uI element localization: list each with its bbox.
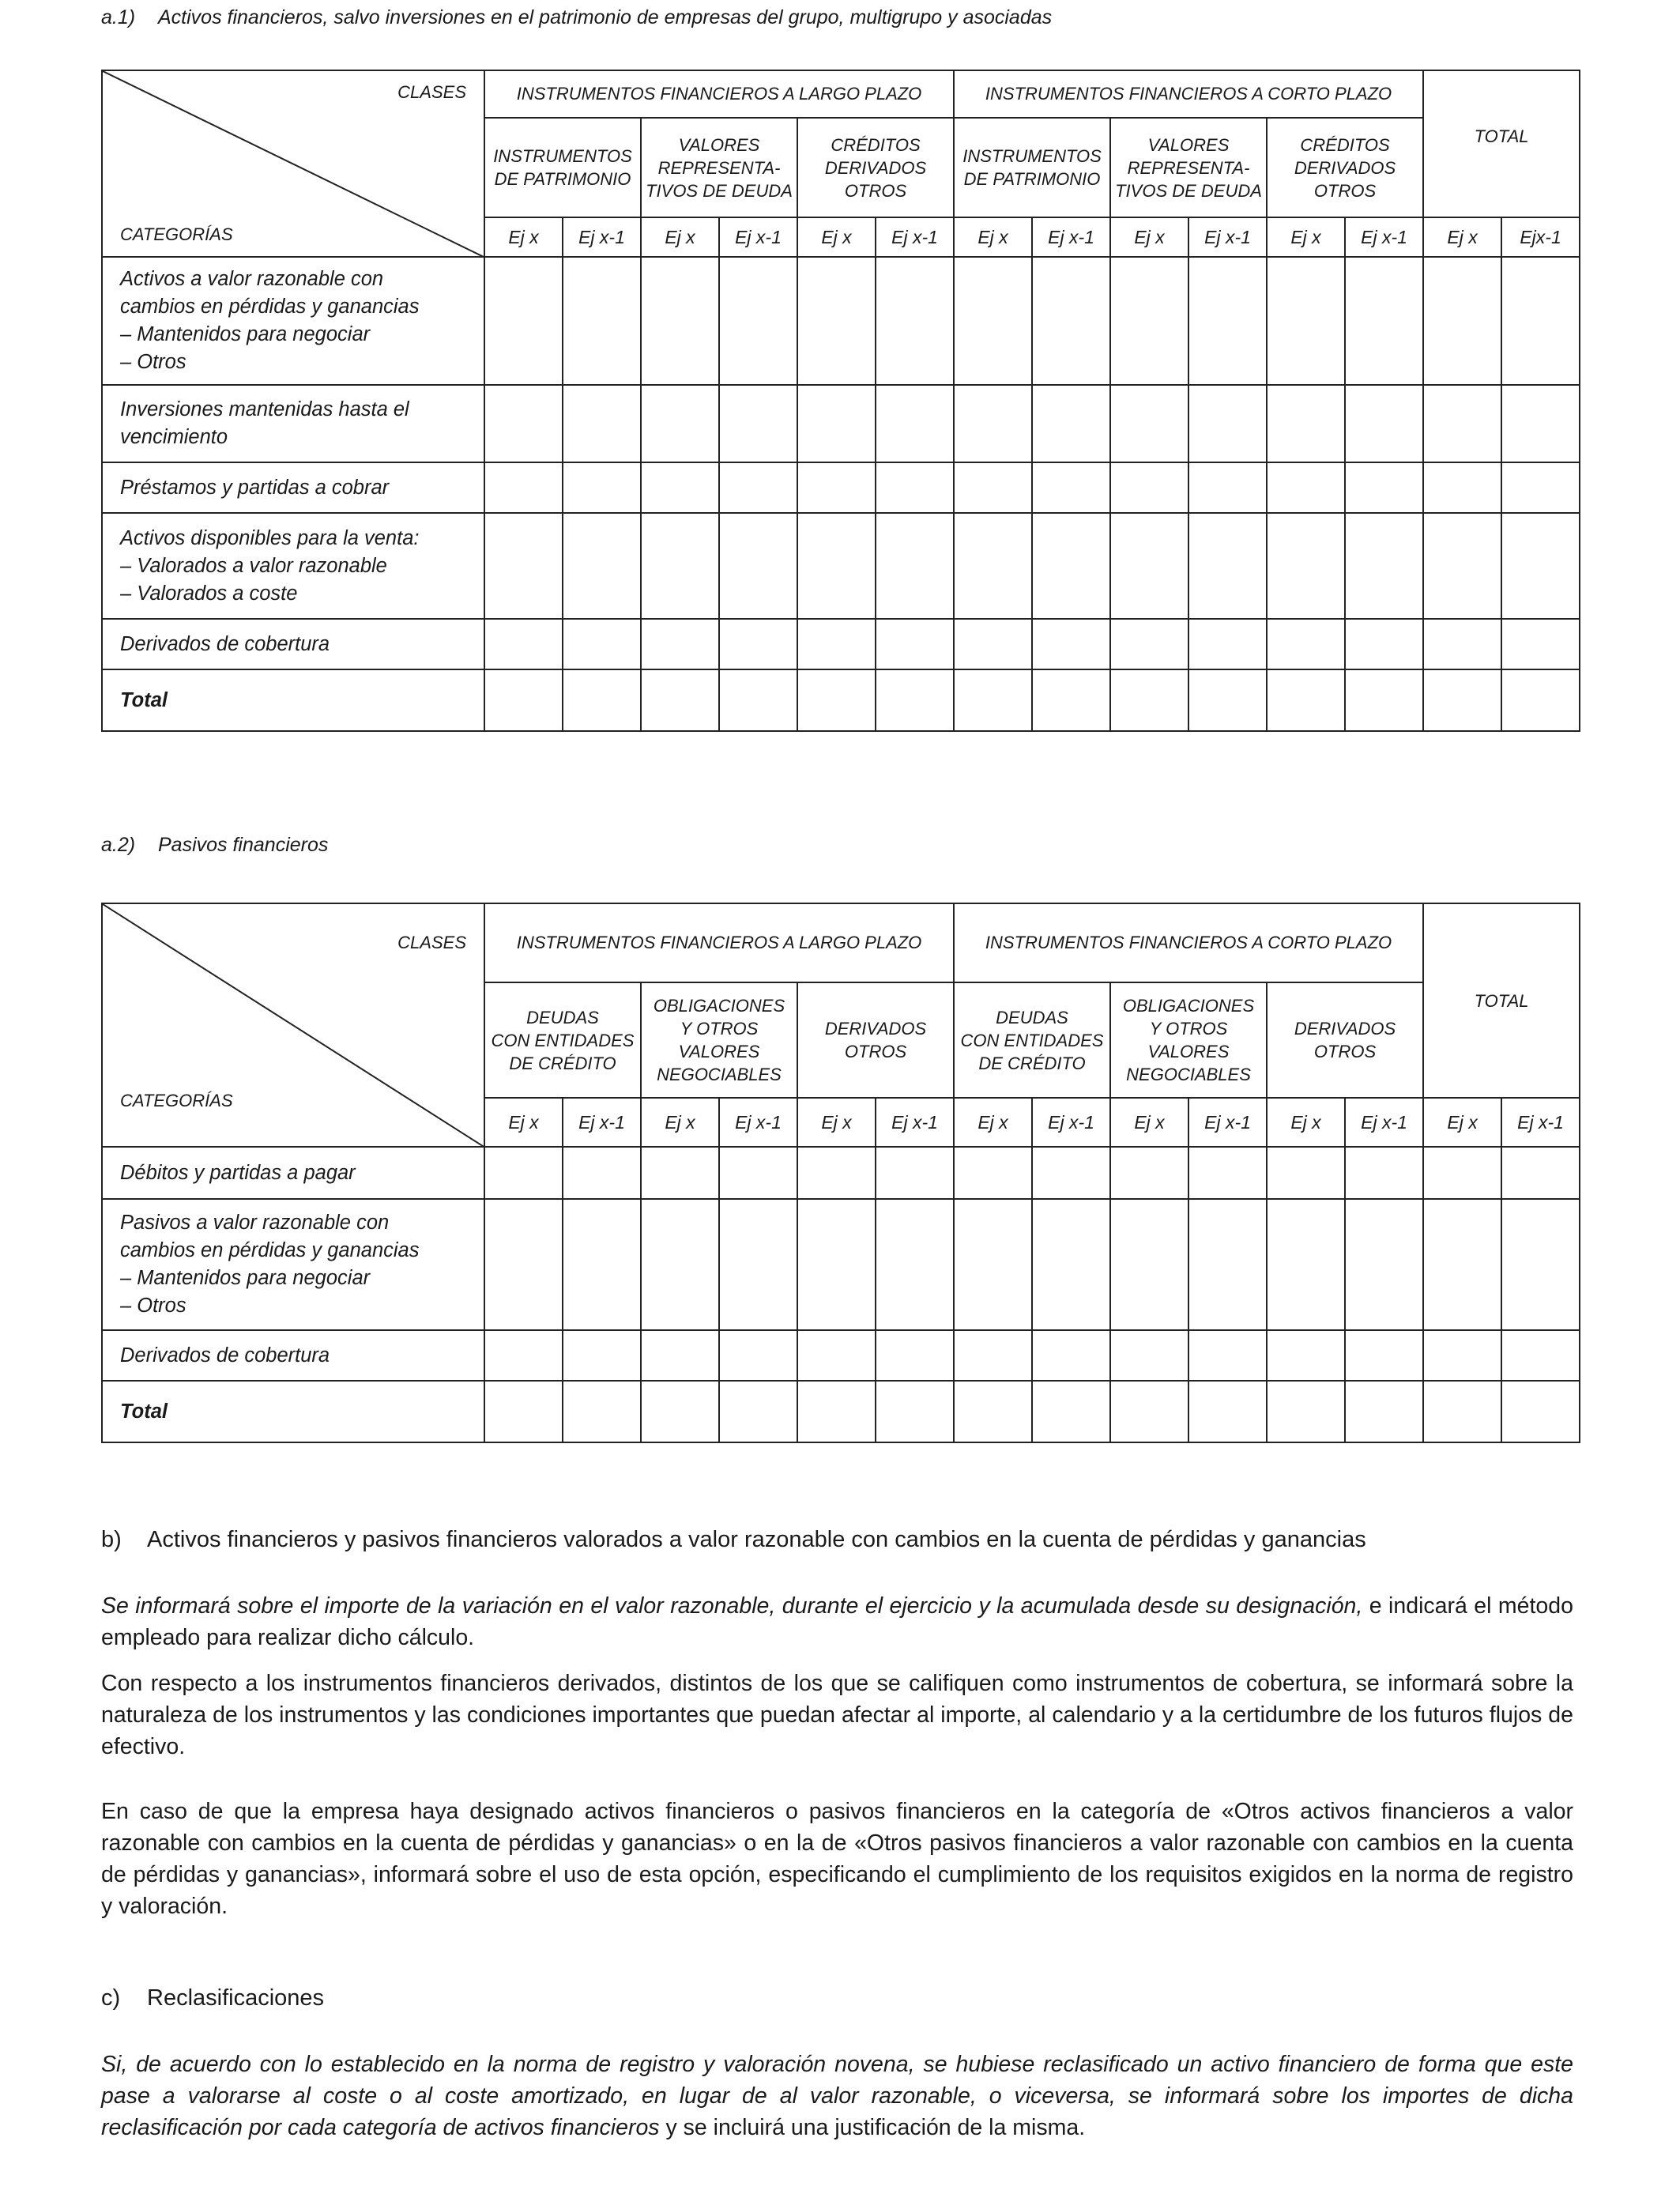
value-cell[interactable] — [1423, 1330, 1501, 1381]
value-cell[interactable] — [954, 1330, 1032, 1381]
exercise-header: Ej x — [797, 217, 876, 257]
value-cell[interactable] — [1345, 385, 1423, 462]
column-class-header-line: VALORES — [1147, 1042, 1230, 1061]
value-cell[interactable] — [797, 1330, 876, 1381]
column-class-header-line: VALORES — [1147, 134, 1230, 155]
group-short-term: INSTRUMENTOS FINANCIEROS A CORTO PLAZO — [954, 70, 1423, 118]
value-cell[interactable] — [1267, 462, 1345, 513]
total-value-cell[interactable] — [1267, 1381, 1345, 1442]
total-value-cell[interactable] — [1501, 1381, 1580, 1442]
column-class-header — [1110, 982, 1267, 1098]
total-value-cell[interactable] — [1423, 669, 1501, 731]
value-cell[interactable] — [1110, 1330, 1188, 1381]
value-cell[interactable] — [1423, 257, 1501, 385]
column-class-header-line: DE CRÉDITO — [978, 1053, 1086, 1073]
value-cell[interactable] — [1110, 462, 1188, 513]
exercise-header: Ej x-1 — [876, 217, 954, 257]
column-class-header-line: CON ENTIDADES — [960, 1030, 1104, 1050]
total-value-cell[interactable] — [1110, 669, 1188, 731]
group-long-term: INSTRUMENTOS FINANCIEROS A LARGO PLAZO — [484, 903, 954, 982]
value-cell[interactable] — [641, 619, 719, 669]
total-value-cell[interactable] — [876, 669, 954, 731]
table-row-total — [102, 669, 1580, 731]
section-c-p1-italic: Si, de acuerdo con lo establecido en la norma de registro y valoración novena, se hubiese reclasificado un activo financiero de forma que este pase a valorarse al coste o al coste amortizado, en lugar de al valor razonable, o viceversa, se informará sobre los importes de dicha reclasificación por cada categoría de activos financieros — [101, 2052, 1573, 2140]
caption-a2 — [101, 834, 328, 857]
value-cell[interactable] — [719, 257, 797, 385]
row-category-label — [102, 1330, 484, 1381]
value-cell[interactable] — [1423, 513, 1501, 619]
value-cell[interactable] — [1501, 462, 1580, 513]
value-cell[interactable] — [876, 385, 954, 462]
value-cell[interactable] — [1501, 1147, 1580, 1199]
value-cell[interactable] — [797, 1147, 876, 1199]
total-value-cell[interactable] — [641, 669, 719, 731]
column-class-header-line: DE CRÉDITO — [509, 1053, 616, 1073]
value-cell[interactable] — [1501, 1199, 1580, 1330]
column-class-header-line: DERIVADOS — [1294, 1019, 1396, 1039]
value-cell[interactable] — [1423, 1199, 1501, 1330]
value-cell[interactable] — [797, 513, 876, 619]
value-cell[interactable] — [1345, 619, 1423, 669]
exercise-header: Ej x-1 — [1032, 1098, 1110, 1147]
row-category-label — [102, 513, 484, 619]
value-cell[interactable] — [641, 1330, 719, 1381]
value-cell[interactable] — [719, 385, 797, 462]
value-cell[interactable] — [1267, 513, 1345, 619]
value-cell[interactable] — [1423, 462, 1501, 513]
value-cell[interactable] — [1032, 619, 1110, 669]
column-class-header-line: DERIVADOS — [1294, 157, 1396, 178]
value-cell[interactable] — [563, 1199, 641, 1330]
column-class-header — [797, 118, 954, 217]
total-value-cell[interactable] — [641, 1381, 719, 1442]
row-category-line: Préstamos y partidas a cobrar — [120, 476, 390, 499]
row-category-label — [102, 1147, 484, 1199]
row-category-line: Derivados de cobertura — [120, 1344, 330, 1367]
table-row — [102, 619, 1580, 669]
section-b-paragraph-1 — [101, 1590, 1573, 1653]
total-value-cell[interactable] — [1188, 1381, 1267, 1442]
total-value-cell[interactable] — [1423, 1381, 1501, 1442]
value-cell[interactable] — [641, 385, 719, 462]
categorias-label: CATEGORÍAS — [120, 1091, 233, 1110]
column-class-header-line: TIVOS DE DEUDA — [1115, 180, 1262, 201]
caption-a1-text: Activos financieros, salvo inversiones en el patrimonio de empresas del grupo, multigrupo y asociadas — [158, 6, 1053, 28]
financial-liabilities-table — [101, 903, 1580, 1443]
total-value-cell[interactable] — [563, 669, 641, 731]
total-value-cell[interactable] — [719, 1381, 797, 1442]
row-category-label — [102, 257, 484, 385]
table-row — [102, 1199, 1580, 1330]
column-class-header — [484, 982, 641, 1098]
value-cell[interactable] — [1032, 1330, 1110, 1381]
value-cell[interactable] — [563, 462, 641, 513]
value-cell[interactable] — [1110, 619, 1188, 669]
value-cell[interactable] — [563, 619, 641, 669]
value-cell[interactable] — [1267, 385, 1345, 462]
caption-a1-number: a.1) — [101, 6, 136, 28]
exercise-header: Ej x-1 — [1032, 217, 1110, 257]
column-class-header-line: DE PATRIMONIO — [963, 169, 1101, 189]
column-class-header-line: VALORES — [678, 1042, 760, 1061]
exercise-header: Ej x — [1110, 217, 1188, 257]
value-cell[interactable] — [1345, 1199, 1423, 1330]
row-category-line: Débitos y partidas a pagar — [120, 1161, 356, 1184]
value-cell[interactable] — [563, 257, 641, 385]
value-cell[interactable] — [954, 257, 1032, 385]
section-c-p1-rest: y se incluirá una justificación de la misma. — [659, 2115, 1086, 2140]
total-value-cell[interactable] — [876, 1381, 954, 1442]
value-cell[interactable] — [641, 1147, 719, 1199]
value-cell[interactable] — [1345, 1147, 1423, 1199]
value-cell[interactable] — [641, 257, 719, 385]
value-cell[interactable] — [1188, 1147, 1267, 1199]
column-class-header-line: VALORES — [678, 134, 760, 155]
value-cell[interactable] — [1188, 619, 1267, 669]
value-cell[interactable] — [1423, 1147, 1501, 1199]
value-cell[interactable] — [1267, 1330, 1345, 1381]
value-cell[interactable] — [719, 462, 797, 513]
exercise-header: Ej x — [797, 1098, 876, 1147]
value-cell[interactable] — [1345, 513, 1423, 619]
value-cell[interactable] — [484, 1330, 563, 1381]
group-short-term: INSTRUMENTOS FINANCIEROS A CORTO PLAZO — [954, 903, 1423, 982]
row-category-label — [102, 462, 484, 513]
value-cell[interactable] — [1188, 1330, 1267, 1381]
column-class-header-line: DERIVADOS — [824, 1019, 927, 1039]
section-c-paragraph-1 — [101, 2049, 1573, 2143]
total-value-cell[interactable] — [1110, 1381, 1188, 1442]
value-cell[interactable] — [641, 1199, 719, 1330]
row-category-line: – Valorados a coste — [120, 582, 298, 605]
exercise-header: Ej x-1 — [719, 217, 797, 257]
total-value-cell[interactable] — [1032, 1381, 1110, 1442]
clases-label: CLASES — [397, 82, 466, 102]
exercise-header: Ej x-1 — [563, 217, 641, 257]
table-row-total — [102, 1381, 1580, 1442]
exercise-header: Ej x — [484, 1098, 563, 1147]
total-header: TOTAL — [1423, 903, 1580, 1098]
categorias-label: CATEGORÍAS — [120, 224, 233, 244]
value-cell[interactable] — [1501, 513, 1580, 619]
total-header: TOTAL — [1423, 70, 1580, 217]
value-cell[interactable] — [954, 1199, 1032, 1330]
section-c-number: c) — [101, 1985, 121, 2011]
exercise-header: Ej x-1 — [876, 1098, 954, 1147]
value-cell[interactable] — [876, 619, 954, 669]
column-class-header-line: CRÉDITOS — [1300, 134, 1390, 155]
value-cell[interactable] — [1032, 1199, 1110, 1330]
value-cell[interactable] — [954, 513, 1032, 619]
total-row-label — [102, 669, 484, 731]
value-cell[interactable] — [954, 1147, 1032, 1199]
section-b-p1-rest: e indicará el método empleado para realizar dicho cálculo. — [101, 1593, 1573, 1650]
group-long-term: INSTRUMENTOS FINANCIEROS A LARGO PLAZO — [484, 70, 954, 118]
row-category-line: Inversiones mantenidas hasta el — [120, 398, 409, 420]
row-category-line: cambios en pérdidas y ganancias — [120, 1239, 420, 1261]
exercise-header: Ej x — [954, 1098, 1032, 1147]
value-cell[interactable] — [954, 385, 1032, 462]
value-cell[interactable] — [1032, 513, 1110, 619]
section-b-paragraph-3: En caso de que la empresa haya designado activos financieros o pasivos financieros en la categoría de «Otros activos financieros a valor razonable con cambios en la cuenta de pérdidas y ganancias» o en la de «Otros pasivos financieros a valor razonable con cambios en la cuenta de pérdidas y ganancias», informará sobre el uso de esta opción, especificando el cumplimiento de los requisitos exigidos en la norma de registro y valoración. — [101, 1799, 1573, 1919]
value-cell[interactable] — [1345, 257, 1423, 385]
column-class-header-line: Y OTROS — [680, 1019, 759, 1039]
total-row-text: Total — [120, 1400, 168, 1423]
value-cell[interactable] — [1110, 513, 1188, 619]
value-cell[interactable] — [1110, 385, 1188, 462]
value-cell[interactable] — [1345, 462, 1423, 513]
value-cell[interactable] — [876, 1199, 954, 1330]
table-row — [102, 513, 1580, 619]
financial-assets-table — [101, 70, 1580, 732]
exercise-header: Ej x — [1110, 1098, 1188, 1147]
value-cell[interactable] — [484, 513, 563, 619]
value-cell[interactable] — [876, 1147, 954, 1199]
row-category-label — [102, 1199, 484, 1330]
value-cell[interactable] — [484, 619, 563, 669]
exercise-header: Ej x — [484, 217, 563, 257]
value-cell[interactable] — [641, 462, 719, 513]
column-class-header-line: OTROS — [1313, 1042, 1377, 1061]
section-b-heading — [101, 1527, 1366, 1553]
value-cell[interactable] — [719, 619, 797, 669]
exercise-header: Ej x-1 — [563, 1098, 641, 1147]
value-cell[interactable] — [876, 1330, 954, 1381]
exercise-header: Ej x-1 — [1188, 1098, 1267, 1147]
value-cell[interactable] — [1032, 257, 1110, 385]
value-cell[interactable] — [563, 513, 641, 619]
exercise-header: Ej x — [1267, 1098, 1345, 1147]
total-value-cell[interactable] — [954, 1381, 1032, 1442]
caption-a2-number: a.2) — [101, 834, 136, 856]
exercise-header: Ej x — [641, 1098, 719, 1147]
total-value-cell[interactable] — [1501, 669, 1580, 731]
value-cell[interactable] — [797, 462, 876, 513]
row-category-line: Pasivos a valor razonable con — [120, 1212, 390, 1234]
value-cell[interactable] — [1267, 1147, 1345, 1199]
total-row-label — [102, 1381, 484, 1442]
value-cell[interactable] — [1345, 1330, 1423, 1381]
value-cell[interactable] — [1188, 257, 1267, 385]
value-cell[interactable] — [954, 462, 1032, 513]
exercise-header: Ej x — [954, 217, 1032, 257]
column-class-header-line: NEGOCIABLES — [1126, 1065, 1251, 1084]
value-cell[interactable] — [1501, 619, 1580, 669]
table-row — [102, 1330, 1580, 1381]
table-row — [102, 385, 1580, 462]
value-cell[interactable] — [484, 385, 563, 462]
column-class-header-line: DERIVADOS — [824, 157, 927, 178]
total-value-cell[interactable] — [563, 1381, 641, 1442]
value-cell[interactable] — [1032, 385, 1110, 462]
exercise-header: Ejx-1 — [1501, 217, 1580, 257]
value-cell[interactable] — [1267, 1199, 1345, 1330]
exercise-header: Ej x — [1423, 1098, 1501, 1147]
table-corner-header — [102, 70, 484, 257]
value-cell[interactable] — [719, 1330, 797, 1381]
total-value-cell[interactable] — [1032, 669, 1110, 731]
value-cell[interactable] — [484, 257, 563, 385]
column-class-header — [1267, 982, 1423, 1098]
value-cell[interactable] — [1188, 385, 1267, 462]
value-cell[interactable] — [1188, 462, 1267, 513]
total-value-cell[interactable] — [1345, 1381, 1423, 1442]
value-cell[interactable] — [484, 462, 563, 513]
total-value-cell[interactable] — [484, 1381, 563, 1442]
row-category-line: – Mantenidos para negociar — [120, 323, 371, 345]
row-category-label — [102, 385, 484, 462]
total-value-cell[interactable] — [797, 669, 876, 731]
exercise-header: Ej x-1 — [1345, 217, 1423, 257]
caption-a1 — [101, 6, 1052, 29]
table-corner-header — [102, 903, 484, 1147]
value-cell[interactable] — [1501, 1330, 1580, 1381]
total-value-cell[interactable] — [1188, 669, 1267, 731]
total-value-cell[interactable] — [484, 669, 563, 731]
table-row — [102, 462, 1580, 513]
value-cell[interactable] — [1267, 257, 1345, 385]
column-class-header-line: TIVOS DE DEUDA — [646, 180, 793, 201]
row-category-line: – Mantenidos para negociar — [120, 1267, 371, 1289]
value-cell[interactable] — [876, 257, 954, 385]
value-cell[interactable] — [1110, 1199, 1188, 1330]
column-class-header — [641, 118, 797, 217]
section-c-title: Reclasificaciones — [147, 1985, 325, 2011]
value-cell[interactable] — [484, 1147, 563, 1199]
column-class-header-line: CON ENTIDADES — [491, 1030, 635, 1050]
value-cell[interactable] — [1501, 385, 1580, 462]
value-cell[interactable] — [641, 513, 719, 619]
total-value-cell[interactable] — [797, 1381, 876, 1442]
value-cell[interactable] — [1188, 513, 1267, 619]
total-row-text: Total — [120, 688, 168, 711]
column-class-header-line: NEGOCIABLES — [657, 1065, 782, 1084]
column-class-header — [484, 118, 641, 217]
value-cell[interactable] — [797, 257, 876, 385]
value-cell[interactable] — [954, 619, 1032, 669]
row-category-label — [102, 619, 484, 669]
column-class-header — [797, 982, 954, 1098]
column-class-header-line: DE PATRIMONIO — [494, 169, 631, 189]
column-class-header-line: OBLIGACIONES — [1122, 996, 1255, 1016]
value-cell[interactable] — [797, 385, 876, 462]
value-cell[interactable] — [563, 1147, 641, 1199]
value-cell[interactable] — [719, 513, 797, 619]
value-cell[interactable] — [1423, 619, 1501, 669]
value-cell[interactable] — [563, 1330, 641, 1381]
clases-label: CLASES — [397, 933, 466, 952]
value-cell[interactable] — [1032, 462, 1110, 513]
value-cell[interactable] — [1267, 619, 1345, 669]
column-class-header-line: DEUDAS — [526, 1007, 599, 1027]
column-class-header-line: REPRESENTA- — [657, 157, 781, 178]
value-cell[interactable] — [484, 1199, 563, 1330]
exercise-header: Ej x-1 — [719, 1098, 797, 1147]
column-class-header — [1110, 118, 1267, 217]
row-category-line: cambios en pérdidas y ganancias — [120, 296, 420, 318]
value-cell[interactable] — [719, 1199, 797, 1330]
exercise-header: Ej x-1 — [1501, 1098, 1580, 1147]
column-class-header — [1267, 118, 1423, 217]
value-cell[interactable] — [876, 513, 954, 619]
table-row — [102, 1147, 1580, 1199]
row-category-line: Derivados de cobertura — [120, 632, 330, 655]
value-cell[interactable] — [563, 385, 641, 462]
row-category-line: – Valorados a valor razonable — [120, 554, 387, 577]
column-class-header-line: INSTRUMENTOS — [962, 146, 1102, 166]
exercise-header: Ej x — [641, 217, 719, 257]
row-category-line: Activos disponibles para la venta: — [120, 526, 420, 549]
exercise-header: Ej x — [1423, 217, 1501, 257]
column-class-header-line: OTROS — [1313, 180, 1377, 201]
value-cell[interactable] — [1423, 385, 1501, 462]
column-class-header-line: OTROS — [844, 180, 907, 201]
exercise-header: Ej x-1 — [1188, 217, 1267, 257]
column-class-header-line: REPRESENTA- — [1127, 157, 1250, 178]
section-b-paragraph-2: Con respecto a los instrumentos financieros derivados, distintos de los que se califiquen como instrumentos de cobertura, se informará sobre la naturaleza de los instrumentos y las condiciones importantes que puedan afectar al importe, al calendario y a la certidumbre de los futuros flujos de efectivo. — [101, 1671, 1573, 1759]
row-category-line: – Otros — [120, 351, 186, 373]
column-class-header — [641, 982, 797, 1098]
column-class-header-line: OTROS — [844, 1042, 907, 1061]
value-cell[interactable] — [1032, 1147, 1110, 1199]
section-b-p1-italic: Se informará sobre el importe de la variación en el valor razonable, durante el ejercicio y la acumulada desde su designación, — [101, 1593, 1363, 1619]
value-cell[interactable] — [1110, 1147, 1188, 1199]
column-class-header-line: DEUDAS — [996, 1007, 1068, 1027]
section-b-title: Activos financieros y pasivos financieros valorados a valor razonable con cambios en la cuenta de pérdidas y ganancias — [147, 1527, 1366, 1552]
column-class-header-line: OBLIGACIONES — [653, 996, 785, 1016]
column-class-header-line: CRÉDITOS — [831, 134, 921, 155]
value-cell[interactable] — [1501, 257, 1580, 385]
row-category-line: Activos a valor razonable con — [120, 268, 384, 290]
value-cell[interactable] — [1110, 257, 1188, 385]
column-class-header — [954, 118, 1110, 217]
column-class-header-line: INSTRUMENTOS — [493, 146, 632, 166]
total-value-cell[interactable] — [719, 669, 797, 731]
table-row — [102, 257, 1580, 385]
row-category-line: – Otros — [120, 1295, 186, 1317]
exercise-header: Ej x-1 — [1345, 1098, 1423, 1147]
total-value-cell[interactable] — [1345, 669, 1423, 731]
value-cell[interactable] — [1188, 1199, 1267, 1330]
section-c-heading — [101, 1985, 324, 2011]
column-class-header-line: Y OTROS — [1149, 1019, 1228, 1039]
caption-a2-text: Pasivos financieros — [158, 834, 329, 856]
total-value-cell[interactable] — [1267, 669, 1345, 731]
value-cell[interactable] — [719, 1147, 797, 1199]
total-value-cell[interactable] — [954, 669, 1032, 731]
section-b-number: b) — [101, 1527, 122, 1552]
value-cell[interactable] — [797, 619, 876, 669]
value-cell[interactable] — [876, 462, 954, 513]
row-category-line: vencimiento — [120, 426, 228, 448]
exercise-header: Ej x — [1267, 217, 1345, 257]
value-cell[interactable] — [797, 1199, 876, 1330]
column-class-header — [954, 982, 1110, 1098]
